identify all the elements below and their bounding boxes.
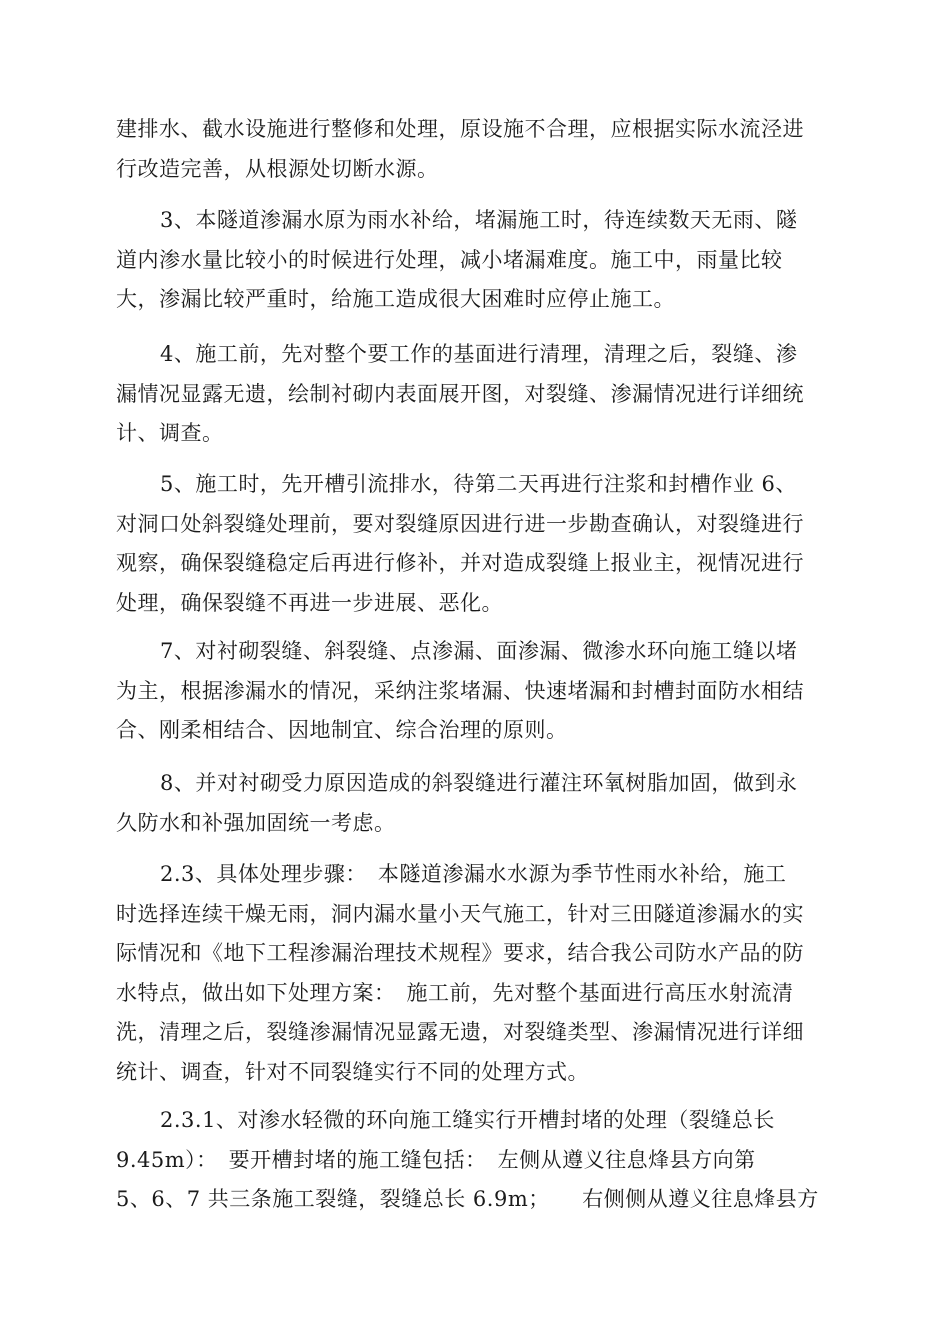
- text-line: 际情况和《地下工程渗漏治理技术规程》要求，结合我公司防水产品的防: [116, 941, 804, 966]
- paragraph-section-2-3-1: [116, 1101, 836, 1220]
- paragraph-item-5-6: [116, 465, 836, 623]
- text-line: 2.3.1、对渗水轻微的环向施工缝实行开槽封堵的处理（裂缝总长: [160, 1108, 775, 1132]
- paragraph-item-8: [116, 764, 836, 843]
- paragraph-item-3: [116, 201, 836, 320]
- text-line: 行改造完善，从根源处切断水源。: [116, 156, 439, 181]
- text-line: 2.3、具体处理步骤： 本隧道渗漏水水源为季节性雨水补给，施工: [160, 862, 787, 886]
- text-line: 时选择连续干燥无雨，洞内漏水量小天气施工，针对三田隧道渗漏水的实: [116, 901, 804, 926]
- paragraph-drainage: [116, 110, 836, 189]
- text-line: 处理，确保裂缝不再进一步进展、恶化。: [116, 590, 503, 615]
- text-line: 观察，确保裂缝稳定后再进行修补，并对造成裂缝上报业主，视情况进行: [116, 551, 804, 576]
- text-line: 为主，根据渗漏水的情况，采纳注浆堵漏、快速堵漏和封槽封面防水相结: [116, 678, 804, 703]
- text-line: 9.45m）： 要开槽封堵的施工缝包括： 左侧从遵义往息烽县方向第: [116, 1147, 756, 1172]
- text-line: 5、6、7 共三条施工裂缝，裂缝总长 6.9m； 右侧侧从遵义往息烽县方: [116, 1187, 819, 1212]
- text-line: 4、施工前，先对整个要工作的基面进行清理，清理之后，裂缝、渗: [160, 342, 798, 366]
- text-line: 洗，清理之后，裂缝渗漏情况显露无遗，对裂缝类型、渗漏情况进行详细: [116, 1020, 804, 1045]
- text-line: 对洞口处斜裂缝处理前，要对裂缝原因进行进一步勘查确认，对裂缝进行: [116, 511, 804, 536]
- text-line: 水特点，做出如下处理方案： 施工前，先对整个基面进行高压水射流清: [116, 980, 794, 1005]
- text-line: 久防水和补强加固统一考虑。: [116, 810, 396, 835]
- text-line: 建排水、截水设施进行整修和处理，原设施不合理，应根据实际水流泾进: [116, 117, 804, 141]
- text-line: 道内渗水量比较小的时候进行处理，减小堵漏难度。施工中，雨量比较: [116, 247, 783, 272]
- text-line: 合、刚柔相结合、因地制宜、综合治理的原则。: [116, 718, 568, 743]
- text-line: 计、调查。: [116, 421, 224, 446]
- text-line: 3、本隧道渗漏水原为雨水补给，堵漏施工时，待连续数天无雨、隧: [160, 208, 798, 232]
- paragraph-item-4: [116, 335, 836, 454]
- text-line: 8、并对衬砌受力原因造成的斜裂缝进行灌注环氧树脂加固，做到永: [160, 771, 798, 795]
- text-line: 漏情况显露无遗，绘制衬砌内表面展开图，对裂缝、渗漏情况进行详细统: [116, 381, 804, 406]
- text-line: 5、施工时，先开槽引流排水，待第二天再进行注浆和封槽作业 6、: [160, 472, 797, 496]
- text-line: 7、对衬砌裂缝、斜裂缝、点渗漏、面渗漏、微渗水环向施工缝以堵: [160, 639, 798, 663]
- paragraph-section-2-3: [116, 855, 836, 1093]
- text-line: 大，渗漏比较严重时，给施工造成很大困难时应停止施工。: [116, 287, 675, 312]
- paragraph-item-7: [116, 632, 836, 751]
- text-line: 统计、调查，针对不同裂缝实行不同的处理方式。: [116, 1059, 589, 1084]
